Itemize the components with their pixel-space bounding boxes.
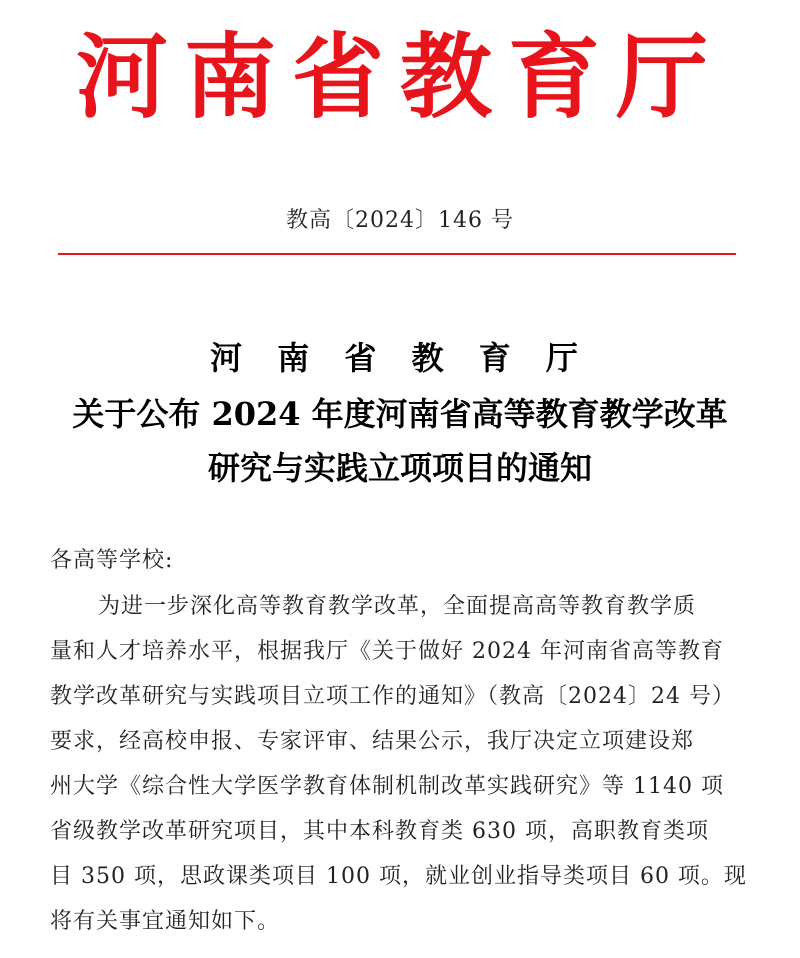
body-line: 量和人才培养水平，根据我厅《关于做好 2024 年河南省高等教育 <box>50 639 724 664</box>
document-number: 教高〔2024〕146 号 <box>286 208 514 233</box>
salutation: 各高等学校: <box>50 548 174 573</box>
title-line-1: 河 南 省 教 育 厅 <box>210 339 590 377</box>
title-line-3: 研究与实践立项项目的通知 <box>207 449 592 487</box>
red-divider-line <box>58 253 736 255</box>
body-line: 将有关事宜通知如下。 <box>50 909 281 934</box>
agency-masthead: 河南省教育厅 <box>75 23 724 131</box>
body-line: 省级教学改革研究项目，其中本科教育类 630 项，高职教育类项 <box>50 819 709 844</box>
body-line: 州大学《综合性大学医学教育体制机制改革实践研究》等 1140 项 <box>50 774 724 799</box>
body-line: 目 350 项，思政课类项目 100 项，就业创业指导类项目 60 项。现 <box>50 864 747 889</box>
body-line: 为进一步深化高等教育教学改革，全面提高高等教育教学质 <box>98 594 697 619</box>
body-line: 教学改革研究与实践项目立项工作的通知》（教高〔2024〕24 号） <box>50 684 735 709</box>
title-line-2: 关于公布 2024 年度河南省高等教育教学改革 <box>72 395 728 433</box>
body-line: 要求，经高校申报、专家评审、结果公示，我厅决定立项建设郑 <box>50 729 695 754</box>
